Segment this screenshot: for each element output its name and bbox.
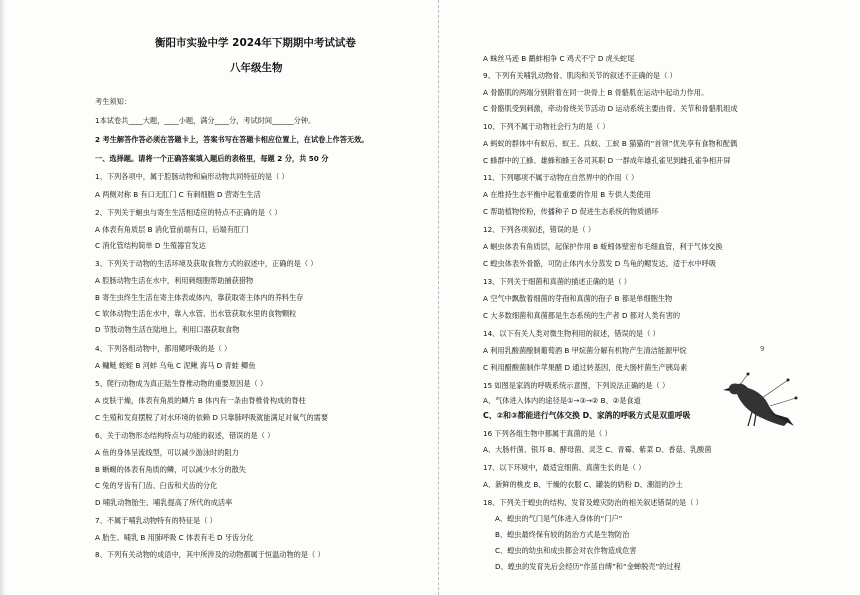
question: 14、以下有关人类对微生物利用的叙述，错误的是（ ）: [483, 329, 660, 338]
options: C 软体动物生活在水中，靠入水管、出水管获取水里的食物颗粒: [95, 309, 297, 318]
question: 6、关于动物形态结构特点与功能的叙述，错误的是（ ）: [95, 431, 275, 440]
label-dot: [795, 397, 798, 400]
options: C 蝗虫体表外骨骼，可防止体内水分蒸发 D 鸟龟的鳃发达，适于水中呼吸: [483, 259, 717, 268]
options: C 蜂群中的工蜂、雄蜂和蜂王各司其职 D 一群成年雄孔雀见到雌孔雀争相开屏: [483, 156, 731, 165]
options: C、②和③都能进行气体交换 D、家鸽的呼吸方式是双重呼吸: [483, 411, 691, 420]
question: 3、下列关于动物的生活环境及获取食物方式的叙述中，正确的是（ ）: [95, 259, 318, 268]
options: C 大多数细菌和真菌都是生态系统的生产者 D 都对人类有害的: [483, 311, 681, 320]
bird-silhouette: [729, 383, 788, 426]
question: 11、下列哪项不属于动物在自然界中的作用（ ）: [483, 173, 639, 182]
text-line: 2 考生解答作答必须在答题卡上，答案书写在答题卡相应位置上，在试卷上作答无效。: [95, 135, 369, 144]
options: A、气体进入体内的途径是①→③→② B、②是食道: [483, 396, 641, 405]
bird-beak: [723, 388, 729, 391]
label-dot: [747, 373, 750, 376]
question: 10、下列不属于动物社会行为的是（ ）: [483, 122, 610, 131]
options: B 蜥蜴的体表有角质的鳞，可以减少水分的散失: [95, 465, 246, 474]
exam-title: 衡阳市实验中学 2024年下期期中考试试卷: [155, 37, 356, 49]
options: A 皮肤干燥，体表有角质的鳞片 B 体内有一条由脊椎骨构成的脊柱: [95, 396, 306, 405]
question: 1、下列各项中，属于腔肠动物和扁形动物共同特征的是（ ）: [95, 172, 289, 181]
options: A 腔肠动物生活在水中，利用刺细胞帮助捕获猎物: [95, 276, 254, 285]
options: C 骨骼肌受到刺激，牵动骨绕关节活动 D 运动系统主要由骨、关节和骨骼肌组成: [483, 104, 738, 113]
question: 8、下列有关动物的成语中，其中所涉及的动物都属于恒温动物的是（ ）: [95, 550, 325, 559]
options: A 骨骼肌的两端分别附着在同一块骨上 B 骨骼肌在运动中起动力作用。: [483, 88, 709, 97]
options: A 在维持生态平衡中起着重要的作用 B 专供人类使用: [483, 190, 651, 199]
question: 9、下列有关哺乳动物骨、肌肉和关节的叙述不正确的是（ ）: [483, 71, 677, 80]
options: A 体表有角质层 B 消化管前端有口，后端有肛门: [95, 225, 249, 234]
options: A 蚂蚁的群体中有蚁后、蚁王、兵蚁、工蚁 B 猫猫的“首领”优先享有食物和配偶: [483, 139, 738, 148]
question: 12、下列各项叙述，错误的是（ ）: [483, 225, 596, 234]
left-column: [95, 0, 435, 595]
section-heading: 一、选择题。请将一个正确答案填入题后的表格里，每题 2 分，共 50 分: [95, 154, 329, 163]
question: 7、不属于哺乳动物特有的特征是（ ）: [95, 516, 217, 525]
options: A 胎生、哺乳 B 用肺呼吸 C 体表有毛 D 牙齿分化: [95, 533, 254, 542]
options: C 生殖和发育摆脱了对水环境的依赖 D 只靠肺呼吸就能满足对氧气的需要: [95, 413, 329, 422]
options: A、蝗虫的气门是气体进入身体的“门户”: [495, 514, 623, 523]
options: D、蝗虫的发育先后会经历“作茧自缚”和“金蝉脱壳”的过程: [495, 562, 681, 571]
options: A 鱼的身体呈流线型，可以减少游泳时的阻力: [95, 448, 239, 457]
options: C 消化管结构简单 D 生殖器官发达: [95, 241, 206, 250]
options: D 哺乳动物胎生、哺乳提高了所代的成活率: [95, 498, 233, 507]
options: A 空气中飘散着细菌的芽孢和真菌的孢子 B 都是单细胞生物: [483, 294, 673, 303]
question: 18、下列关于蝗虫的结构、发育及蝗灾防治的相关叙述错误的是（ ）: [483, 498, 703, 507]
options: B 寄生虫终生生活在寄主体表或体内，靠获取寄主体内的养料生存: [95, 293, 304, 302]
question: 4、下列各组动物中，都用鳃呼吸的是（ ）: [95, 344, 232, 353]
question: 17、以下环境中，最适宜细菌、真菌生长的是（ ）: [483, 463, 646, 472]
options: A 蛔虫体表有角质层，起保护作用 B 蚯蚓体壁密布毛细血管，利于气体交换: [483, 242, 723, 251]
label-dot: [787, 379, 790, 382]
page-mark: 9: [760, 345, 765, 353]
exam-subtitle: 八年级生物: [230, 62, 283, 74]
question: 2、下列关于蛔虫与寄生生活相适应的特点不正确的是（ ）: [95, 208, 282, 217]
right-column: [483, 0, 783, 595]
options: A 两侧对称 B 有口无肛门 C 有刺细胞 D 营寄生生活: [95, 190, 261, 199]
question: 13、下列关于细菌和真菌的描述正确的是（ ）: [483, 277, 631, 286]
options: A、新鲜的桃皮 B、干燥的衣服 C、罐装的奶粉 D、潮湿的沙土: [483, 480, 683, 489]
page-fold-line: [438, 0, 439, 595]
text-line: 1本试卷共____大题，____小题，满分____分，考试时间______分钟。: [95, 116, 316, 125]
question: 5、爬行动物成为真正陆生脊椎动物的重要原因是（ ）: [95, 379, 268, 388]
scan-edge-left: [0, 0, 6, 595]
options: A 蛛丝马迹 B 鹬蚌相争 C 鸡犬不宁 D 虎头蛇尾: [483, 54, 635, 63]
options: A 利用乳酸菌酿制葡萄酒 B 甲烷菌分解有机物产生清洁能源甲烷: [483, 346, 687, 355]
question: 16 下列各组生物中都属于真菌的是（ ）: [483, 429, 612, 438]
options: A、大肠杆菌、银耳 B、酵母菌、灵芝 C、青霉、紫菜 D、香菇、乳酸菌: [483, 445, 712, 454]
options: D 节肢动物生活在陆地上，利用口器获取食物: [95, 325, 240, 334]
options: A 鳙鲢 蛭蛭 B 河蚌 乌龟 C 泥鳅 海马 D 青蛙 鲫鱼: [95, 361, 256, 370]
options: C、蝗虫的幼虫和成虫都会对农作物造成危害: [495, 546, 637, 555]
options: C 利用醋酸菌制作苹果醋 D 通过转基因，使大肠杆菌生产胰岛素: [483, 363, 688, 372]
pigeon-respiratory-diagram: [718, 372, 800, 428]
options: C 帮助植物传粉，传播种子 D 促进生态系统的物质循环: [483, 207, 659, 216]
question: 15 如图是家鸽的呼吸系统示意图，下列说法正确的是（ ）: [483, 381, 670, 390]
options: C 兔的牙齿有门齿、臼齿和犬齿的分化: [95, 481, 218, 490]
options: B、蝗虫最终保有较的防治方式是生物防治: [495, 530, 630, 539]
text-line: 考生须知：: [95, 97, 131, 106]
